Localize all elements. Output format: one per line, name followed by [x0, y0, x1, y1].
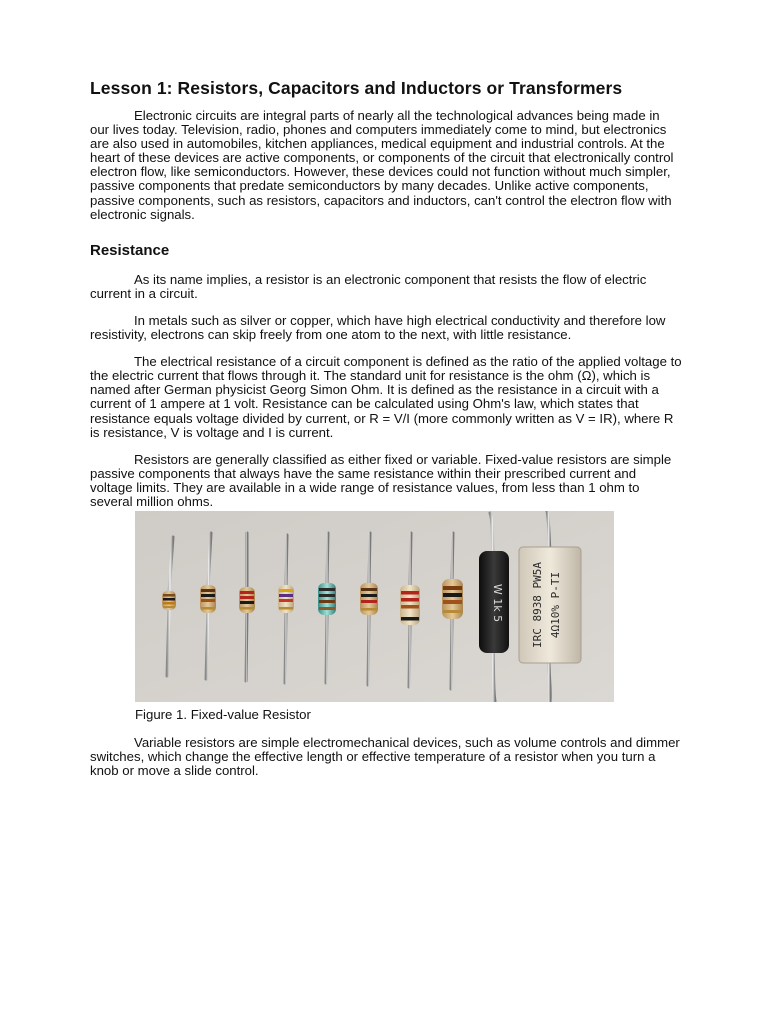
resistor-photo: [135, 511, 614, 702]
resistance-paragraph-3: The electrical resistance of a circuit component is defined as the ratio of the applied voltage to the electric current that flows through it. The standard unit for resistance is the ohm (Ω), which is named after German physicist Georg Simon Ohm. It is defined as the resistance in a circuit with a current of 1 ampere at 1 volt. Resistance can be calculated using Ohm's law, which states that resistance equals voltage divided by current, or R = V/I (more commonly written as V = IR), where R is resistance, V is voltage and I is current.: [90, 354, 682, 440]
intro-paragraph: Electronic circuits are integral parts of nearly all the technological advances being made in our lives today. Television, radio, phones and computers immediately come to mind, but electronics are also used in automobiles, kitchen appliances, medical equipment and industrial controls. At the heart of these devices are active components, or components of the circuit that electronically control electron flow, like semiconductors. However, these devices could not function without much simpler, passive components that predate semiconductors by many decades. Unlike active components, passive components, such as resistors, capacitors and inductors, can't control the electron flow with electronic signals.: [90, 108, 674, 222]
lesson-title: Lesson 1: Resistors, Capacitors and Inductors or Transformers: [90, 78, 623, 98]
variable-resistors-paragraph: Variable resistors are simple electromechanical devices, such as volume controls and dimmer switches, which change the effective length or effective temperature of a resistor when you turn a knob or move a slide control.: [90, 735, 680, 779]
resistor-illustration: [135, 511, 614, 702]
figure-caption: Figure 1. Fixed-value Resistor: [135, 707, 311, 723]
ceramic-resistor-label-1: IRC 8938 PW5A: [531, 562, 544, 649]
black-resistor-label: W 1k 5: [491, 583, 504, 623]
resistance-paragraph-1: As its name implies, a resistor is an electronic component that resists the flow of electric current in a circuit.: [90, 271, 647, 301]
ceramic-resistor-label-2: 4Ω10% P-TI: [549, 571, 562, 639]
resistance-heading: Resistance: [90, 241, 170, 259]
document-content: [90, 76, 682, 778]
resistance-paragraph-2: In metals such as silver or copper, which have high electrical conductivity and therefore low resistivity, electrons can skip freely from one atom to the next, with little resistance.: [90, 312, 666, 343]
resistance-paragraph-4: Resistors are generally classified as either fixed or variable. Fixed-value resistors are simple passive components that always have the same resistance within their prescribed current and voltage limits. They are available in a wide range of resistance values, from less than 1 ohm to several million ohms.: [90, 451, 672, 509]
